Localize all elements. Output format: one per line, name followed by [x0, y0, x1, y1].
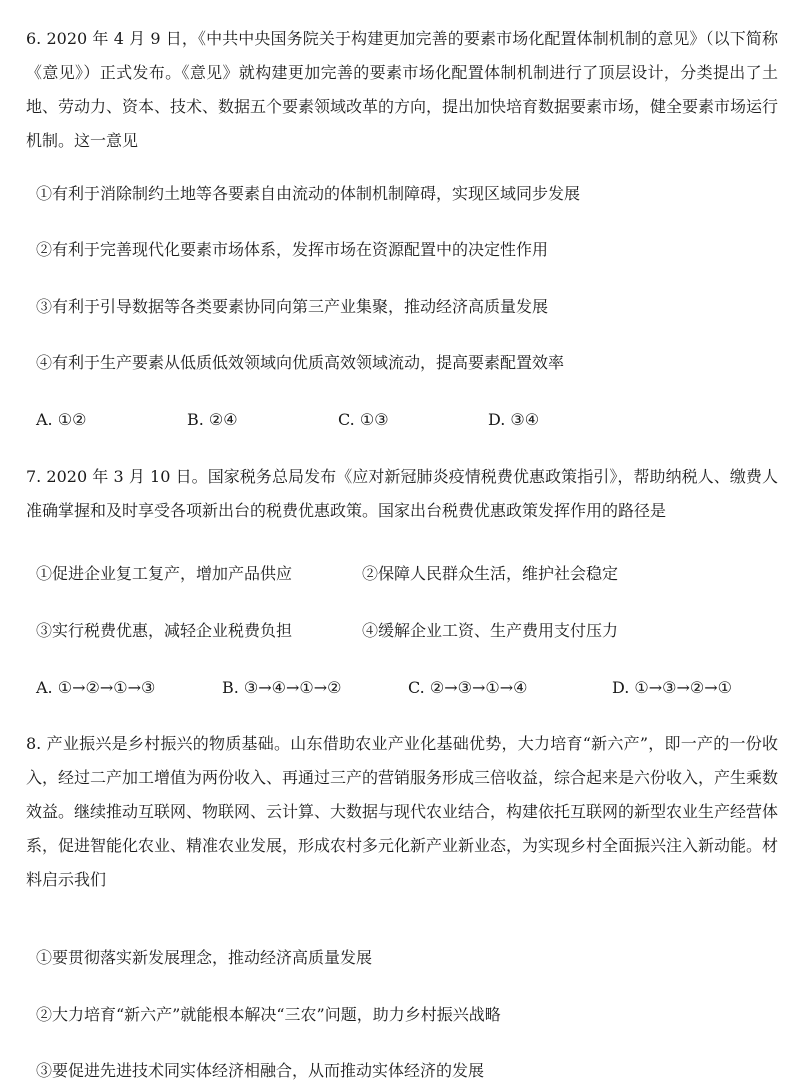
question-6-statement-3: ③有利于引导数据等各类要素协同向第三产业集聚，推动经济高质量发展: [36, 297, 549, 316]
question-6-statement-4: ④有利于生产要素从低质低效领域向优质高效领域流动，提高要素配置效率: [36, 353, 565, 372]
question-8-statement-2: ②大力培育“新六产”就能根本解决“三农”问题，助力乡村振兴战略: [36, 1005, 501, 1024]
question-6-statement-2: ②有利于完善现代化要素市场体系，发挥市场在资源配置中的决定性作用: [36, 240, 549, 259]
question-7-stem: 7. 2020 年 3 月 10 日。国家税务总局发布《应对新冠肺炎疫情税费优惠政策指引》，帮助纳税人、缴费人准确掌握和及时享受各项新出台的税费优惠政策。国家出台税费优惠政策发挥作用的路径是: [26, 467, 778, 520]
question-7-statement-3: ③实行税费优惠，减轻企业税费负担: [36, 621, 293, 640]
question-6-answer-d: D. ③④: [488, 410, 540, 429]
question-7-statement-4: ④缓解企业工资、生产费用支付压力: [362, 621, 619, 640]
question-7-statement-2: ②保障人民群众生活，维护社会稳定: [362, 564, 619, 583]
question-6-answer-a: A. ①②: [36, 410, 87, 429]
question-7-answer-a: A. ①→②→①→③: [36, 678, 156, 697]
question-6-answer-c: C. ①③: [338, 410, 389, 429]
question-6-answer-b: B. ②④: [187, 410, 238, 429]
question-7-answer-b: B. ③→④→①→②: [222, 678, 342, 697]
question-6-stem: 6. 2020 年 4 月 9 日，《中共中央国务院关于构建更加完善的要素市场化配置体制机制的意见》（以下简称《意见》）正式发布。《意见》就构建更加完善的要素市场化配置体制机制进行了顶层设计，分类提出了土地、劳动力、资本、技术、数据五个要素领域改革的方向，提出加快培育数据要素市场，健全要素市场运行机制。这一意见: [26, 29, 779, 150]
question-7-answer-d: D. ①→③→②→①: [612, 678, 733, 697]
question-8-stem: 8. 产业振兴是乡村振兴的物质基础。山东借助农业产业化基础优势，大力培育“新六产”，即一产的一份收入，经过二产加工增值为两份收入、再通过三产的营销服务形成三倍收益，综合起来是六份收入，产生乘数效益。继续推动互联网、物联网、云计算、大数据与现代农业结合，构建依托互联网的新型农业生产经营体系，促进智能化农业、精准农业发展，形成农村多元化新产业新业态，为实现乡村全面振兴注入新动能。材料启示我们: [26, 734, 779, 889]
question-7-answer-c: C. ②→③→①→④: [408, 678, 528, 697]
question-8-statement-1: ①要贯彻落实新发展理念，推动经济高质量发展: [36, 948, 373, 967]
question-7-statement-1: ①促进企业复工复产，增加产品供应: [36, 564, 293, 583]
question-8-statement-3: ③要促进先进技术同实体经济相融合，从而推动实体经济的发展: [36, 1061, 485, 1080]
question-6-statement-1: ①有利于消除制约土地等各要素自由流动的体制机制障碍，实现区域同步发展: [36, 184, 581, 203]
